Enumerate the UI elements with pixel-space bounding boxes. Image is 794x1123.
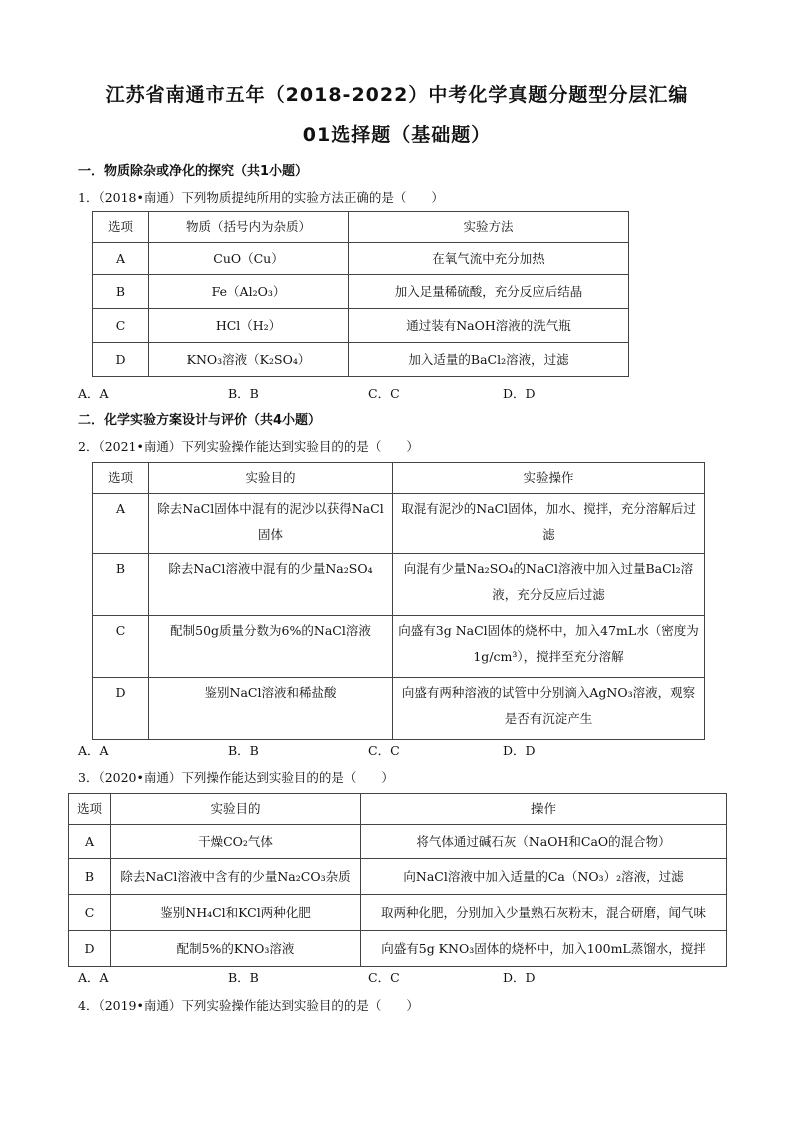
choice-c[interactable]: C．C: [368, 386, 400, 401]
choice-a[interactable]: A．A: [78, 743, 109, 758]
option-cell: D: [93, 343, 149, 377]
header-cell: 选项: [69, 794, 111, 825]
option-cell: B: [93, 275, 149, 309]
operation-cell: 向混有少量Na₂SO₄的NaCl溶液中加入过量BaCl₂溶液，充分反应后过滤: [393, 554, 705, 616]
option-cell: A: [93, 494, 149, 554]
table-row: [93, 309, 629, 343]
table-row: [93, 678, 705, 740]
choice-c[interactable]: C．C: [368, 970, 400, 985]
goal-cell: 除去NaCl溶液中混有的少量Na₂SO₄: [149, 554, 393, 616]
operation-cell: 向盛有3g NaCl固体的烧杯中，加入47mL水（密度为1g/cm³），搅拌至充分溶解: [393, 616, 705, 678]
goal-cell: 配制50g质量分数为6%的NaCl溶液: [149, 616, 393, 678]
table-row: [93, 616, 705, 678]
operation-cell: 向盛有两种溶液的试管中分别滴入AgNO₃溶液，观察是否有沉淀产生: [393, 678, 705, 740]
option-cell: A: [69, 825, 111, 859]
substance-cell: CuO（Cu）: [149, 243, 349, 275]
table-row: [93, 243, 629, 275]
choice-d[interactable]: D．D: [503, 743, 536, 758]
header-cell: 选项: [93, 463, 149, 494]
goal-cell: 鉴别NH₄Cl和KCl两种化肥: [111, 895, 361, 931]
question-1-stem: 1．（2018•南通）下列物质提纯所用的实验方法正确的是（ ）: [78, 190, 444, 205]
question-2-stem: 2．（2021•南通）下列实验操作能达到实验目的的是（ ）: [78, 439, 419, 454]
header-cell: 实验目的: [111, 794, 361, 825]
table-row: [69, 931, 727, 967]
question-4-stem: 4．（2019•南通）下列实验操作能达到实验目的的是（ ）: [78, 998, 419, 1013]
question-1-table: [92, 211, 629, 377]
question-3-table: [68, 793, 727, 967]
goal-cell: 配制5%的KNO₃溶液: [111, 931, 361, 967]
operation-cell: 将气体通过碱石灰（NaOH和CaO的混合物）: [361, 825, 727, 859]
table-row: [93, 554, 705, 616]
method-cell: 在氧气流中充分加热: [349, 243, 629, 275]
operation-cell: 向NaCl溶液中加入适量的Ca（NO₃）₂溶液，过滤: [361, 859, 727, 895]
header-cell: 实验目的: [149, 463, 393, 494]
goal-cell: 除去NaCl溶液中含有的少量Na₂CO₃杂质: [111, 859, 361, 895]
header-cell: 物质（括号内为杂质）: [149, 212, 349, 243]
choice-d[interactable]: D．D: [503, 970, 536, 985]
substance-cell: HCl（H₂）: [149, 309, 349, 343]
goal-cell: 除去NaCl固体中混有的泥沙以获得NaCl固体: [149, 494, 393, 554]
method-cell: 通过装有NaOH溶液的洗气瓶: [349, 309, 629, 343]
operation-cell: 取两种化肥，分别加入少量熟石灰粉末，混合研磨，闻气味: [361, 895, 727, 931]
table-row: [93, 343, 629, 377]
choice-b[interactable]: B．B: [228, 743, 259, 758]
document-title: 江苏省南通市五年（2018-2022）中考化学真题分题型分层汇编: [105, 84, 689, 106]
substance-cell: KNO₃溶液（K₂SO₄）: [149, 343, 349, 377]
table-row: [69, 895, 727, 931]
option-cell: D: [93, 678, 149, 740]
question-2-table: [92, 462, 705, 740]
choice-b[interactable]: B．B: [228, 970, 259, 985]
operation-cell: 取混有泥沙的NaCl固体，加水、搅拌，充分溶解后过滤: [393, 494, 705, 554]
choice-a[interactable]: A．A: [78, 970, 109, 985]
table-header-row: [69, 794, 727, 825]
header-cell: 选项: [93, 212, 149, 243]
choice-d[interactable]: D．D: [503, 386, 536, 401]
choice-c[interactable]: C．C: [368, 743, 400, 758]
table-header-row: [93, 212, 629, 243]
table-row: [69, 825, 727, 859]
option-cell: B: [93, 554, 149, 616]
option-cell: D: [69, 931, 111, 967]
method-cell: 加入足量稀硫酸，充分反应后结晶: [349, 275, 629, 309]
table-row: [69, 859, 727, 895]
header-cell: 实验操作: [393, 463, 705, 494]
operation-cell: 向盛有5g KNO₃固体的烧杯中，加入100mL蒸馏水，搅拌: [361, 931, 727, 967]
goal-cell: 鉴别NaCl溶液和稀盐酸: [149, 678, 393, 740]
choice-a[interactable]: A．A: [78, 386, 109, 401]
table-header-row: [93, 463, 705, 494]
goal-cell: 干燥CO₂气体: [111, 825, 361, 859]
table-row: [93, 275, 629, 309]
option-cell: B: [69, 859, 111, 895]
option-cell: C: [93, 616, 149, 678]
header-cell: 操作: [361, 794, 727, 825]
option-cell: C: [93, 309, 149, 343]
question-3-stem: 3．（2020•南通）下列操作能达到实验目的的是（ ）: [78, 770, 394, 785]
option-cell: A: [93, 243, 149, 275]
substance-cell: Fe（Al₂O₃）: [149, 275, 349, 309]
section-heading-1: 一．物质除杂或净化的探究（共1小题）: [78, 164, 309, 179]
header-cell: 实验方法: [349, 212, 629, 243]
section-heading-2: 二．化学实验方案设计与评价（共4小题）: [78, 413, 322, 428]
choice-b[interactable]: B．B: [228, 386, 259, 401]
table-row: [93, 494, 705, 554]
document-subtitle: 01选择题（基础题）: [302, 124, 492, 146]
method-cell: 加入适量的BaCl₂溶液，过滤: [349, 343, 629, 377]
option-cell: C: [69, 895, 111, 931]
